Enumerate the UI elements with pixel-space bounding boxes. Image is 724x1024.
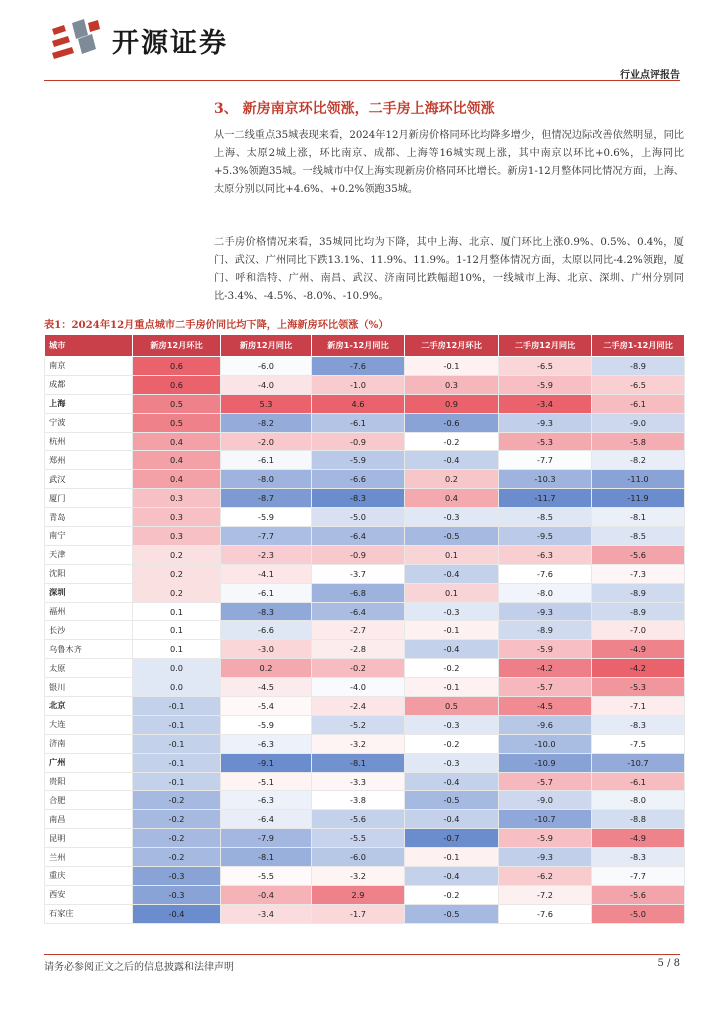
value-cell-new-mom: -0.3 — [133, 867, 221, 886]
value-cell-used-ytd: -5.0 — [592, 904, 685, 923]
value-cell-used-mom: -0.3 — [405, 602, 499, 621]
value-cell-new-ytd: -4.0 — [312, 678, 405, 697]
city-cell: 合肥 — [45, 791, 133, 810]
value-cell-used-yoy: -11.7 — [499, 489, 592, 508]
value-cell-new-yoy: -6.0 — [221, 357, 312, 376]
col-header-new-yoy: 新房12月同比 — [221, 335, 312, 357]
city-cell: 昆明 — [45, 829, 133, 848]
city-cell: 郑州 — [45, 451, 133, 470]
value-cell-used-yoy: -5.7 — [499, 678, 592, 697]
value-cell-used-ytd: -6.5 — [592, 375, 685, 394]
value-cell-used-yoy: -5.9 — [499, 640, 592, 659]
value-cell-used-yoy: -9.3 — [499, 602, 592, 621]
table-header-row — [45, 335, 685, 357]
value-cell-new-yoy: -6.3 — [221, 734, 312, 753]
value-cell-new-ytd: -2.4 — [312, 697, 405, 716]
value-cell-new-ytd: -1.7 — [312, 904, 405, 923]
city-cell: 大连 — [45, 715, 133, 734]
value-cell-new-ytd: -5.5 — [312, 829, 405, 848]
value-cell-used-yoy: -5.3 — [499, 432, 592, 451]
value-cell-used-ytd: -11.9 — [592, 489, 685, 508]
value-cell-new-yoy: -4.5 — [221, 678, 312, 697]
city-cell: 杭州 — [45, 432, 133, 451]
value-cell-new-ytd: -6.6 — [312, 470, 405, 489]
value-cell-used-yoy: -5.7 — [499, 772, 592, 791]
table-row — [45, 829, 685, 848]
value-cell-used-mom: -0.1 — [405, 621, 499, 640]
value-cell-used-ytd: -8.9 — [592, 583, 685, 602]
city-cell: 青岛 — [45, 508, 133, 527]
value-cell-new-yoy: -6.1 — [221, 451, 312, 470]
value-cell-new-yoy: -4.1 — [221, 564, 312, 583]
city-cell: 重庆 — [45, 867, 133, 886]
table-row — [45, 734, 685, 753]
value-cell-used-ytd: -6.1 — [592, 394, 685, 413]
paragraph-new-homes: 从一二线重点35城表现来看，2024年12月新房价格同环比均降多增少，但情况边际改善依然明显，同比上海、太原2城上涨，环比南京、成都、上海等16城实现上涨，其中南京以环比+0.6%，上海同比+5.3%领跑35城。一线城市中仅上海实现新房价格同环比增长。新房1-12月整体同比情况方面，上海、太原分别以同比+4.6%、+0.2%领跑35城。 — [214, 130, 684, 195]
table-row — [45, 508, 685, 527]
value-cell-used-ytd: -8.3 — [592, 848, 685, 867]
value-cell-used-yoy: -6.5 — [499, 357, 592, 376]
value-cell-new-yoy: -7.9 — [221, 829, 312, 848]
value-cell-used-yoy: -9.5 — [499, 527, 592, 546]
value-cell-new-yoy: -5.1 — [221, 772, 312, 791]
value-cell-new-ytd: -3.2 — [312, 867, 405, 886]
value-cell-used-mom: -0.4 — [405, 451, 499, 470]
value-cell-used-mom: -0.5 — [405, 791, 499, 810]
value-cell-new-ytd: -8.3 — [312, 489, 405, 508]
table-row — [45, 697, 685, 716]
city-cell: 厦门 — [45, 489, 133, 508]
value-cell-new-ytd: -3.7 — [312, 564, 405, 583]
value-cell-used-mom: 0.1 — [405, 583, 499, 602]
value-cell-used-yoy: -7.2 — [499, 885, 592, 904]
footer-divider — [44, 954, 680, 955]
value-cell-used-ytd: -8.2 — [592, 451, 685, 470]
table-row — [45, 489, 685, 508]
city-cell: 银川 — [45, 678, 133, 697]
value-cell-used-mom: -0.1 — [405, 678, 499, 697]
value-cell-used-mom: -0.1 — [405, 357, 499, 376]
table-row — [45, 904, 685, 923]
value-cell-used-ytd: -9.0 — [592, 413, 685, 432]
value-cell-used-ytd: -4.9 — [592, 829, 685, 848]
value-cell-new-mom: -0.2 — [133, 829, 221, 848]
value-cell-used-mom: -0.3 — [405, 715, 499, 734]
value-cell-new-mom: 0.2 — [133, 545, 221, 564]
city-cell: 天津 — [45, 545, 133, 564]
value-cell-used-ytd: -5.3 — [592, 678, 685, 697]
value-cell-used-ytd: -4.2 — [592, 659, 685, 678]
value-cell-new-yoy: -8.0 — [221, 470, 312, 489]
section-heading: 3、 新房南京环比领涨，二手房上海环比领涨 — [214, 101, 495, 117]
value-cell-used-mom: -0.3 — [405, 508, 499, 527]
value-cell-new-ytd: -6.4 — [312, 602, 405, 621]
table-row — [45, 848, 685, 867]
value-cell-new-yoy: -9.1 — [221, 753, 312, 772]
value-cell-new-ytd: -6.8 — [312, 583, 405, 602]
value-cell-new-ytd: -3.2 — [312, 734, 405, 753]
value-cell-used-ytd: -7.5 — [592, 734, 685, 753]
table-row — [45, 394, 685, 413]
value-cell-new-ytd: -6.0 — [312, 848, 405, 867]
value-cell-used-mom: -0.6 — [405, 413, 499, 432]
value-cell-new-ytd: -0.2 — [312, 659, 405, 678]
city-cell: 广州 — [45, 753, 133, 772]
value-cell-new-yoy: -6.6 — [221, 621, 312, 640]
value-cell-used-yoy: -5.9 — [499, 375, 592, 394]
value-cell-new-ytd: -2.7 — [312, 621, 405, 640]
value-cell-used-yoy: -4.5 — [499, 697, 592, 716]
table-row — [45, 678, 685, 697]
value-cell-used-ytd: -8.9 — [592, 357, 685, 376]
value-cell-new-mom: 0.4 — [133, 432, 221, 451]
value-cell-used-mom: 0.5 — [405, 697, 499, 716]
value-cell-used-ytd: -4.9 — [592, 640, 685, 659]
value-cell-used-ytd: -7.0 — [592, 621, 685, 640]
table-row — [45, 621, 685, 640]
value-cell-new-yoy: -6.1 — [221, 583, 312, 602]
value-cell-new-yoy: 0.2 — [221, 659, 312, 678]
table-row — [45, 640, 685, 659]
value-cell-used-yoy: -7.6 — [499, 564, 592, 583]
value-cell-used-yoy: -9.3 — [499, 848, 592, 867]
city-cell: 兰州 — [45, 848, 133, 867]
value-cell-new-ytd: -5.6 — [312, 810, 405, 829]
value-cell-used-yoy: -8.5 — [499, 508, 592, 527]
value-cell-used-mom: -0.2 — [405, 659, 499, 678]
paragraph-second-hand: 二手房价格情况来看，35城同比均为下降，其中上海、北京、厦门环比上涨0.9%、0.5%、0.4%，厦门、武汉、广州同比下跌13.1%、11.9%、11.9%。1-12月整体情况方面，太原以同比-4.2%领跑，厦门、呼和浩特、广州、南昌、武汉、济南同比跌幅超10%，一线城市上海、北京、深圳、广州分别同比-3.4%、-4.5%、-8.0%、-10.9%。 — [214, 237, 684, 302]
value-cell-new-ytd: -8.1 — [312, 753, 405, 772]
col-header-new-ytd: 新房1-12月同比 — [312, 335, 405, 357]
value-cell-new-yoy: -8.7 — [221, 489, 312, 508]
value-cell-used-mom: 0.4 — [405, 489, 499, 508]
value-cell-new-yoy: -5.9 — [221, 715, 312, 734]
value-cell-new-yoy: -8.2 — [221, 413, 312, 432]
value-cell-used-mom: -0.2 — [405, 885, 499, 904]
value-cell-new-ytd: 4.6 — [312, 394, 405, 413]
table-row — [45, 659, 685, 678]
value-cell-used-mom: 0.9 — [405, 394, 499, 413]
value-cell-used-yoy: -10.3 — [499, 470, 592, 489]
city-cell: 南宁 — [45, 527, 133, 546]
value-cell-new-mom: 0.6 — [133, 375, 221, 394]
value-cell-new-mom: -0.1 — [133, 697, 221, 716]
table-row — [45, 527, 685, 546]
table-body — [45, 357, 685, 924]
value-cell-used-ytd: -8.1 — [592, 508, 685, 527]
value-cell-used-mom: 0.3 — [405, 375, 499, 394]
value-cell-new-mom: 0.1 — [133, 621, 221, 640]
value-cell-new-ytd: 2.9 — [312, 885, 405, 904]
value-cell-new-ytd: -6.4 — [312, 527, 405, 546]
value-cell-new-yoy: -8.3 — [221, 602, 312, 621]
city-cell: 上海 — [45, 394, 133, 413]
value-cell-new-ytd: -0.9 — [312, 432, 405, 451]
value-cell-new-yoy: -6.4 — [221, 810, 312, 829]
table-row — [45, 413, 685, 432]
table-row — [45, 375, 685, 394]
value-cell-new-mom: 0.0 — [133, 678, 221, 697]
value-cell-new-yoy: -6.3 — [221, 791, 312, 810]
city-cell: 成都 — [45, 375, 133, 394]
city-cell: 贵阳 — [45, 772, 133, 791]
value-cell-new-mom: 0.1 — [133, 640, 221, 659]
table-row — [45, 885, 685, 904]
table-row — [45, 753, 685, 772]
brand-logo — [44, 14, 284, 66]
value-cell-new-yoy: -7.7 — [221, 527, 312, 546]
value-cell-new-yoy: -3.4 — [221, 904, 312, 923]
city-cell: 乌鲁木齐 — [45, 640, 133, 659]
value-cell-new-yoy: -4.0 — [221, 375, 312, 394]
value-cell-used-yoy: -9.3 — [499, 413, 592, 432]
table-row — [45, 432, 685, 451]
value-cell-used-ytd: -8.0 — [592, 791, 685, 810]
value-cell-new-mom: -0.2 — [133, 848, 221, 867]
value-cell-used-mom: -0.1 — [405, 848, 499, 867]
city-cell: 南昌 — [45, 810, 133, 829]
value-cell-new-mom: 0.2 — [133, 583, 221, 602]
table-row — [45, 357, 685, 376]
value-cell-used-ytd: -7.1 — [592, 697, 685, 716]
value-cell-new-mom: 0.3 — [133, 527, 221, 546]
value-cell-used-mom: -0.2 — [405, 432, 499, 451]
value-cell-used-yoy: -3.4 — [499, 394, 592, 413]
value-cell-new-yoy: -5.5 — [221, 867, 312, 886]
header-divider — [44, 80, 680, 81]
table-row — [45, 602, 685, 621]
value-cell-used-mom: -0.4 — [405, 867, 499, 886]
city-cell: 沈阳 — [45, 564, 133, 583]
value-cell-used-yoy: -7.6 — [499, 904, 592, 923]
value-cell-used-ytd: -5.6 — [592, 545, 685, 564]
value-cell-new-ytd: -2.8 — [312, 640, 405, 659]
brand-mark-icon — [44, 15, 108, 65]
value-cell-used-yoy: -10.0 — [499, 734, 592, 753]
value-cell-new-yoy: 5.3 — [221, 394, 312, 413]
value-cell-used-ytd: -10.7 — [592, 753, 685, 772]
value-cell-used-ytd: -7.7 — [592, 867, 685, 886]
value-cell-used-ytd: -7.3 — [592, 564, 685, 583]
price-heatmap-table — [44, 334, 685, 924]
value-cell-new-ytd: -6.1 — [312, 413, 405, 432]
value-cell-new-yoy: -8.1 — [221, 848, 312, 867]
value-cell-new-mom: -0.1 — [133, 753, 221, 772]
value-cell-new-ytd: -1.0 — [312, 375, 405, 394]
value-cell-used-ytd: -5.8 — [592, 432, 685, 451]
value-cell-used-mom: 0.2 — [405, 470, 499, 489]
value-cell-new-mom: -0.1 — [133, 715, 221, 734]
city-cell: 北京 — [45, 697, 133, 716]
value-cell-used-mom: -0.4 — [405, 564, 499, 583]
value-cell-used-yoy: -10.9 — [499, 753, 592, 772]
value-cell-new-yoy: -5.4 — [221, 697, 312, 716]
value-cell-new-ytd: -5.2 — [312, 715, 405, 734]
value-cell-new-mom: 0.5 — [133, 413, 221, 432]
value-cell-used-yoy: -8.9 — [499, 621, 592, 640]
value-cell-used-yoy: -8.0 — [499, 583, 592, 602]
value-cell-used-yoy: -9.6 — [499, 715, 592, 734]
city-cell: 西安 — [45, 885, 133, 904]
value-cell-used-yoy: -6.2 — [499, 867, 592, 886]
table-row — [45, 715, 685, 734]
value-cell-new-mom: 0.2 — [133, 564, 221, 583]
value-cell-used-ytd: -5.6 — [592, 885, 685, 904]
value-cell-new-mom: 0.4 — [133, 470, 221, 489]
value-cell-new-mom: 0.6 — [133, 357, 221, 376]
col-header-city: 城市 — [45, 335, 133, 357]
value-cell-new-mom: 0.0 — [133, 659, 221, 678]
table-row — [45, 545, 685, 564]
col-header-used-yoy: 二手房12月同比 — [499, 335, 592, 357]
page-number: 5 / 8 — [657, 958, 680, 969]
value-cell-used-yoy: -6.3 — [499, 545, 592, 564]
table-row — [45, 772, 685, 791]
value-cell-new-mom: 0.4 — [133, 451, 221, 470]
city-cell: 济南 — [45, 734, 133, 753]
value-cell-new-mom: 0.3 — [133, 508, 221, 527]
value-cell-used-mom: -0.7 — [405, 829, 499, 848]
value-cell-new-mom: -0.2 — [133, 810, 221, 829]
city-cell: 太原 — [45, 659, 133, 678]
col-header-new-mom: 新房12月环比 — [133, 335, 221, 357]
value-cell-used-mom: -0.5 — [405, 527, 499, 546]
value-cell-new-ytd: -7.6 — [312, 357, 405, 376]
value-cell-new-ytd: -0.9 — [312, 545, 405, 564]
city-cell: 南京 — [45, 357, 133, 376]
value-cell-used-mom: -0.5 — [405, 904, 499, 923]
brand-name: 开源证券 — [112, 27, 228, 59]
city-cell: 长沙 — [45, 621, 133, 640]
table-row — [45, 470, 685, 489]
value-cell-new-yoy: -5.9 — [221, 508, 312, 527]
city-cell: 深圳 — [45, 583, 133, 602]
value-cell-used-yoy: -10.7 — [499, 810, 592, 829]
value-cell-new-mom: -0.4 — [133, 904, 221, 923]
value-cell-used-yoy: -9.0 — [499, 791, 592, 810]
value-cell-new-yoy: -0.4 — [221, 885, 312, 904]
table-row — [45, 451, 685, 470]
footer-disclaimer: 请务必参阅正文之后的信息披露和法律声明 — [44, 962, 234, 973]
value-cell-new-mom: -0.2 — [133, 791, 221, 810]
value-cell-used-mom: -0.4 — [405, 772, 499, 791]
value-cell-new-ytd: -3.3 — [312, 772, 405, 791]
value-cell-used-ytd: -8.3 — [592, 715, 685, 734]
value-cell-used-yoy: -5.9 — [499, 829, 592, 848]
col-header-used-ytd: 二手房1-12月同比 — [592, 335, 685, 357]
value-cell-used-ytd: -8.8 — [592, 810, 685, 829]
value-cell-used-ytd: -6.1 — [592, 772, 685, 791]
city-cell: 宁波 — [45, 413, 133, 432]
value-cell-used-ytd: -8.5 — [592, 527, 685, 546]
city-cell: 石家庄 — [45, 904, 133, 923]
value-cell-new-mom: 0.3 — [133, 489, 221, 508]
value-cell-new-mom: -0.1 — [133, 772, 221, 791]
table-row — [45, 810, 685, 829]
report-type-label: 行业点评报告 — [620, 70, 680, 81]
value-cell-used-ytd: -11.0 — [592, 470, 685, 489]
value-cell-new-ytd: -3.8 — [312, 791, 405, 810]
value-cell-new-ytd: -5.0 — [312, 508, 405, 527]
value-cell-new-mom: 0.1 — [133, 602, 221, 621]
col-header-used-mom: 二手房12月环比 — [405, 335, 499, 357]
value-cell-used-mom: -0.2 — [405, 734, 499, 753]
city-cell: 福州 — [45, 602, 133, 621]
value-cell-new-mom: -0.1 — [133, 734, 221, 753]
city-cell: 武汉 — [45, 470, 133, 489]
value-cell-new-ytd: -5.9 — [312, 451, 405, 470]
value-cell-used-mom: -0.3 — [405, 753, 499, 772]
table-row — [45, 583, 685, 602]
value-cell-new-yoy: -3.0 — [221, 640, 312, 659]
value-cell-new-mom: -0.3 — [133, 885, 221, 904]
value-cell-used-mom: 0.1 — [405, 545, 499, 564]
value-cell-new-mom: 0.5 — [133, 394, 221, 413]
value-cell-used-yoy: -7.7 — [499, 451, 592, 470]
value-cell-used-ytd: -8.9 — [592, 602, 685, 621]
table-row — [45, 867, 685, 886]
value-cell-used-mom: -0.4 — [405, 810, 499, 829]
table-row — [45, 564, 685, 583]
value-cell-used-mom: -0.4 — [405, 640, 499, 659]
value-cell-used-yoy: -4.2 — [499, 659, 592, 678]
value-cell-new-yoy: -2.0 — [221, 432, 312, 451]
value-cell-new-yoy: -2.3 — [221, 545, 312, 564]
table-caption: 表1：2024年12月重点城市二手房价同比均下降，上海新房环比领涨（%） — [44, 319, 389, 331]
table-row — [45, 791, 685, 810]
